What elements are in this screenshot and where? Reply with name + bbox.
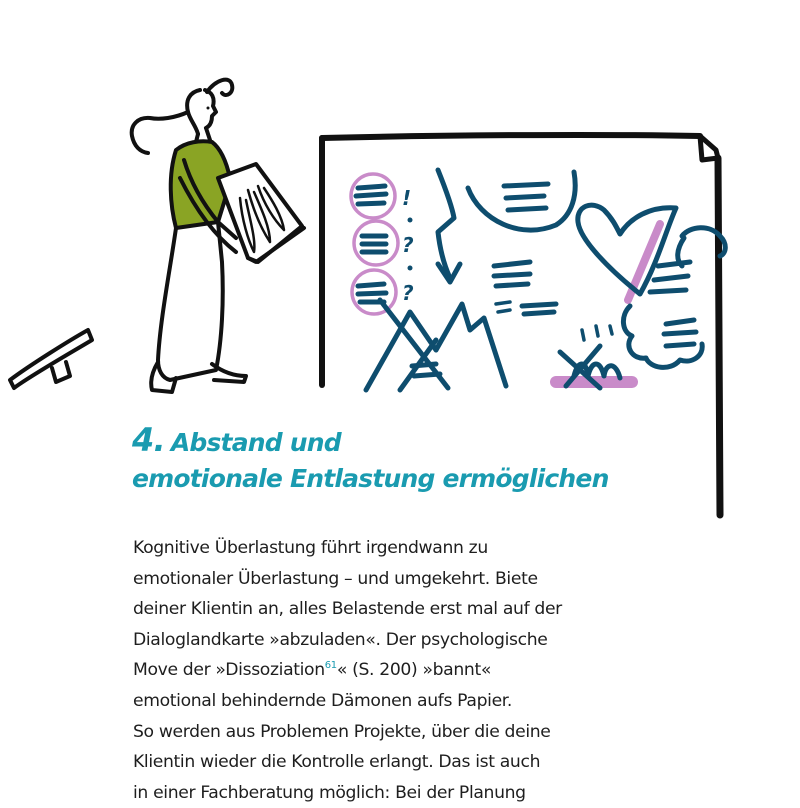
body-line: So werden aus Problemen Projekte, über die deine	[133, 721, 551, 742]
section-number: 4.	[132, 421, 165, 459]
woman-figure	[132, 80, 233, 153]
body-line: emotional behindernde Dämonen aufs Papier.	[133, 690, 513, 711]
heading-text-1: Abstand und	[170, 428, 341, 457]
body-line: Klientin wieder die Kontrolle erlangt. Das ist auch	[133, 752, 541, 773]
body-line: Dialoglandkarte »abzuladen«. Der psychologische	[133, 629, 548, 650]
body-line: emotionaler Überlastung – und umgekehrt. Biete	[133, 568, 538, 589]
pink-highlights	[351, 174, 660, 382]
body-line: deiner Klientin an, alles Belastende erst mal auf der	[133, 599, 562, 620]
svg-text:!: !	[402, 186, 412, 210]
blue-sketches	[356, 170, 725, 390]
body-line: Kognitive Überlastung führt irgendwann zu	[133, 538, 488, 558]
svg-text:?: ?	[402, 281, 414, 305]
body-text-segment: « (S. 200) »bannt«	[336, 660, 492, 681]
body-paragraph	[133, 533, 603, 808]
footnote-link[interactable]: 61	[324, 660, 337, 672]
svg-text:?: ?	[402, 233, 414, 257]
body-text-segment: Move der »Dissoziation	[133, 660, 325, 681]
heading-line-2: emotionale Entlastung ermöglichen	[132, 464, 609, 493]
section-heading	[132, 422, 609, 497]
body-line	[133, 655, 603, 686]
heading-line-1	[132, 421, 341, 459]
body-line: in einer Fachberatung möglich: Bei der Planung	[133, 782, 526, 803]
question-marks	[402, 186, 414, 305]
fallen-stand-icon	[10, 330, 92, 388]
